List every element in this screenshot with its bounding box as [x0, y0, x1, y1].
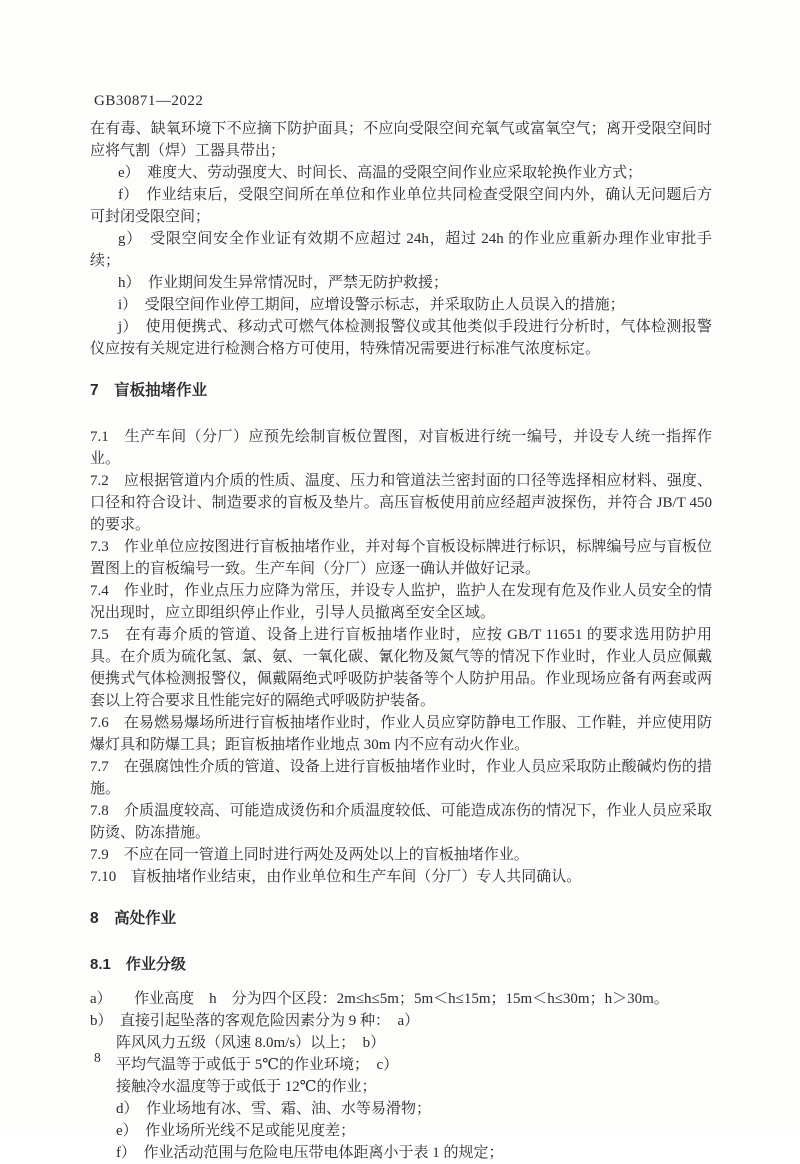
hazard-line-temperature: 平均气温等于或低于 5℃的作业环境； c）: [116, 1057, 399, 1073]
clause-7-8: 7.8 介质温度较高、可能造成烫伤和介质温度较低、可能造成冻伤的情况下，作业人员应采取防烫、防冻措施。: [90, 803, 712, 841]
grade-item-b: b） 直接引起坠落的客观危险因素分为 9 种： a）: [90, 1013, 420, 1029]
grade-item-a: a） 作业高度 h 分为四个区段：2m≤h≤5m；5m＜h≤15m；15m＜h≤30m；h＞30m。: [90, 991, 669, 1007]
clause-7-2: 7.2 应根据管道内介质的性质、温度、压力和管道法兰密封面的口径等选择相应材料、强度、口径和符合设计、制造要求的盲板及垫片。高压盲板使用前应经超声波探伤，并符合 JB/T 450 的要求。: [90, 473, 712, 533]
clause-7-3: 7.3 作业单位应按图进行盲板抽堵作业，并对每个盲板设标牌进行标识，标牌编号应与盲板位置图上的盲板编号一致。生产车间（分厂）应逐一确认并做好记录。: [90, 539, 712, 577]
hazard-line-wind: 阵风风力五级（风速 8.0m/s）以上； b）: [116, 1035, 386, 1051]
clause-7-6: 7.6 在易燃易爆场所进行盲板抽堵作业时，作业人员应穿防静电工作服、工作鞋，并应使用防爆灯具和防爆工具；距盲板抽堵作业地点 30m 内不应有动火作业。: [90, 715, 712, 753]
hazard-item-d: d） 作业场地有冰、雪、霜、油、水等易滑物；: [116, 1101, 432, 1117]
standard-number: GB30871—2022: [94, 93, 204, 109]
clause-7-4: 7.4 作业时，作业点压力应降为常压，并设专人监护，监护人在发现有危及作业人员安全的情况出现时，应立即组织停止作业，引导人员撤离至安全区域。: [90, 583, 712, 621]
clause-8-1-heading: 8.1 作业分级: [90, 956, 186, 973]
document-body: [90, 118, 712, 1164]
clause-7-1: 7.1 生产车间（分厂）应预先绘制盲板位置图，对盲板进行统一编号，并设专人统一指挥作业。: [90, 429, 712, 467]
list-item-g: g） 受限空间安全作业证有效期不应超过 24h，超过 24h 的作业应重新办理作业审批手续；: [90, 231, 712, 269]
section-7-heading: 7 盲板抽堵作业: [90, 382, 208, 399]
list-item-j: j） 使用便携式、移动式可燃气体检测报警仪或其他类似手段进行分析时，气体检测报警仪应按有关规定进行检测合格方可使用，特殊情况需要进行标准气浓度标定。: [90, 319, 712, 357]
list-item-i: i） 受限空间作业停工期间，应增设警示标志，并采取防止人员误入的措施；: [118, 297, 625, 313]
list-item-h: h） 作业期间发生异常情况时，严禁无防护救援；: [118, 275, 449, 291]
list-item-f: f） 作业结束后，受限空间所在单位和作业单位共同检查受限空间内外，确认无问题后方可封闭受限空间；: [90, 187, 712, 225]
section-8-heading: 8 高处作业: [90, 910, 177, 927]
hazard-item-e: e） 作业场所光线不足或能见度差；: [116, 1123, 356, 1139]
clause-7-9: 7.9 不应在同一管道上同时进行两处及两处以上的盲板抽堵作业。: [90, 847, 529, 863]
clause-7-7: 7.7 在强腐蚀性介质的管道、设备上进行盲板抽堵作业时，作业人员应采取防止酸碱灼伤的措施。: [90, 759, 712, 797]
paragraph-confined-space-continuation: 在有毒、缺氧环境下不应摘下防护面具；不应向受限空间充氧气或富氧空气；离开受限空间时应将气割（焊）工器具带出；: [90, 121, 712, 159]
page-number: 8: [94, 1050, 101, 1065]
list-item-e: e） 难度大、劳动强度大、时间长、高温的受限空间作业应采取轮换作业方式；: [118, 165, 643, 181]
hazard-item-f: f） 作业活动范围与危险电压带电体距离小于表 1 的规定；: [116, 1145, 504, 1161]
hazard-line-cold-water: 接触冷水温度等于或低于 12℃的作业；: [116, 1079, 377, 1095]
clause-7-5: 7.5 在有毒介质的管道、设备上进行盲板抽堵作业时，应按 GB/T 11651 的要求选用防护用具。在介质为硫化氢、氯、氨、一氧化碳、氰化物及氮气等的情况下作业时，作业人员应佩戴便携式气体检测报警仪，佩戴隔绝式呼吸防护装备等个人防护用品。作业现场应备有两套或两套以上符合要求且性能完好的隔绝式呼吸防护装备。: [90, 627, 712, 709]
clause-7-10: 7.10 盲板抽堵作业结束，由作业单位和生产车间（分厂）专人共同确认。: [90, 869, 582, 885]
